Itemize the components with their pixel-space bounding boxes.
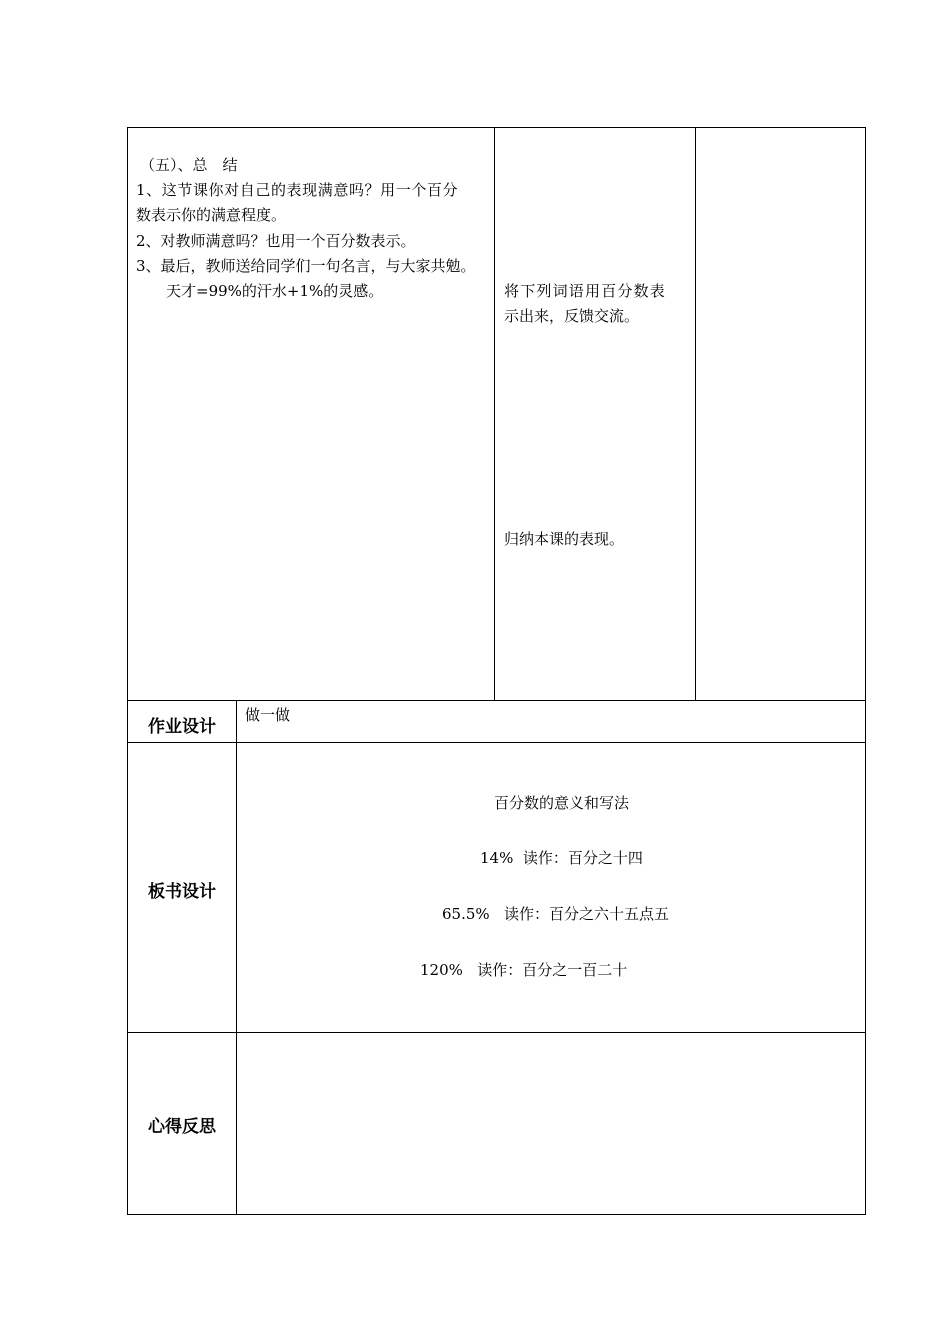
column-divider-1 (494, 127, 495, 701)
summary-heading: （五）、总 结 (140, 156, 238, 174)
table-top-border (127, 127, 866, 128)
activity-line: 示出来，反馈交流。 (504, 307, 640, 325)
table-bottom-border (127, 1214, 866, 1215)
summary-item: 数表示你的满意程度。 (136, 206, 287, 224)
homework-label: 作业设计 (148, 717, 216, 737)
board-design-label: 板书设计 (148, 882, 216, 902)
summary-item: 2、对教师满意吗？也用一个百分数表示。 (136, 232, 416, 250)
summary-item: 3、最后，教师送给同学们一句名言，与大家共勉。 (136, 257, 476, 275)
summary-item: 1、这节课你对自己的表现满意吗？用一个百分 (136, 181, 459, 199)
activity-line: 归纳本课的表现。 (504, 530, 625, 548)
column-divider-2 (695, 127, 696, 701)
board-line: 120% 读作：百分之一百二十 (420, 961, 628, 979)
row-divider-1 (127, 700, 866, 701)
activity-line: 将下列词语用百分数表 (504, 282, 667, 300)
row-divider-2 (127, 742, 866, 743)
board-title: 百分数的意义和写法 (494, 794, 630, 812)
reflection-content[interactable] (237, 1033, 865, 1214)
famous-quote: 天才=99%的汗水+1%的灵感。 (136, 282, 384, 300)
board-line: 14% 读作：百分之十四 (480, 849, 643, 867)
table-right-border (865, 127, 866, 1215)
board-line: 65.5% 读作：百分之六十五点五 (442, 905, 669, 923)
homework-content: 做一做 (245, 706, 291, 724)
table-left-border (127, 127, 128, 1215)
reflection-label: 心得反思 (148, 1117, 216, 1137)
